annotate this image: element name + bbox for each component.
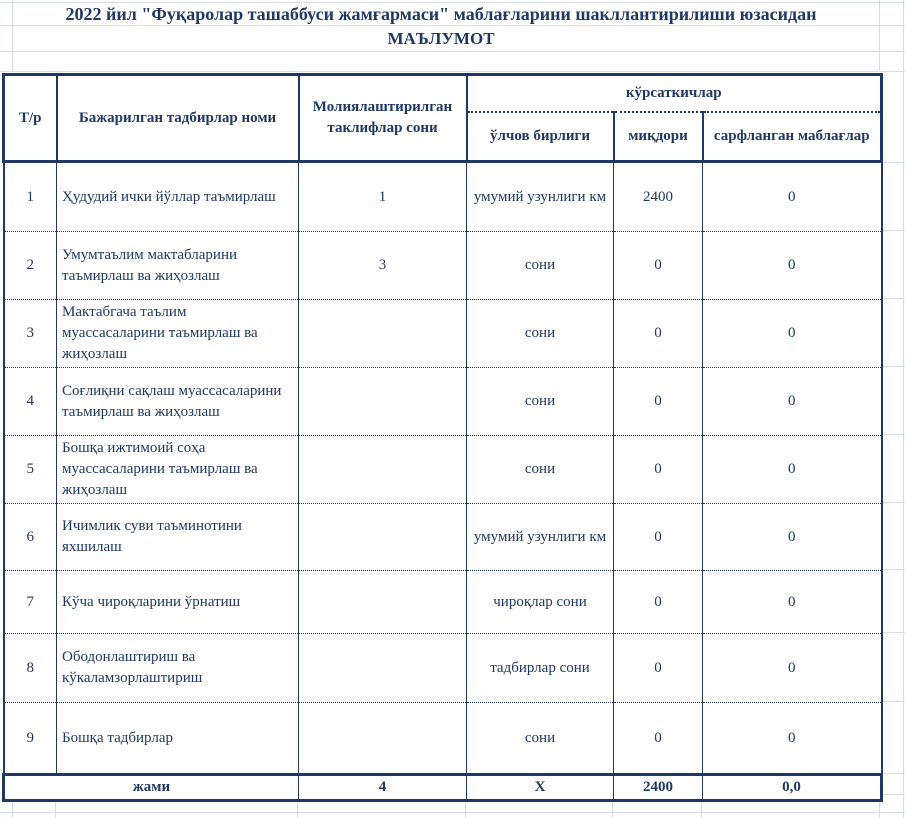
activity-name-cell[interactable]: Бошқа тадбирлар (57, 703, 299, 775)
spent-cell[interactable]: 0 (703, 571, 882, 634)
header-num[interactable]: Т/р (4, 75, 57, 162)
row-index-cell[interactable]: 8 (4, 634, 57, 703)
financed-count-cell[interactable]: 3 (299, 232, 467, 300)
spent-cell[interactable]: 0 (703, 162, 882, 232)
row-index-cell[interactable]: 5 (4, 436, 57, 504)
table-row (4, 436, 882, 504)
table-row (4, 703, 882, 775)
row-index-cell[interactable]: 9 (4, 703, 57, 775)
unit-cell[interactable]: умумий узунлиги км (467, 162, 614, 232)
spent-cell[interactable]: 0 (703, 300, 882, 368)
table-row (4, 162, 882, 232)
financed-count-cell[interactable] (299, 634, 467, 703)
activity-name-cell[interactable]: Ободонлаштириш ва кўкаламзорлаштириш (57, 634, 299, 703)
row-index-cell[interactable]: 6 (4, 504, 57, 571)
table-row (4, 232, 882, 300)
quantity-cell[interactable]: 0 (614, 436, 703, 504)
quantity-cell[interactable]: 2400 (614, 162, 703, 232)
header-quantity[interactable]: миқдори (614, 112, 703, 162)
table-row (4, 571, 882, 634)
quantity-cell[interactable]: 0 (614, 368, 703, 436)
activity-name-cell[interactable]: Кўча чироқларини ўрнатиш (57, 571, 299, 634)
activity-name-cell[interactable]: Соғлиқни сақлаш муассасаларини таъмирлаш ва жиҳозлаш (57, 368, 299, 436)
quantity-cell[interactable]: 0 (614, 571, 703, 634)
row-index-cell[interactable]: 2 (4, 232, 57, 300)
spent-cell[interactable]: 0 (703, 436, 882, 504)
activity-name-cell[interactable]: Бошқа ижтимоий соҳа муассасаларини таъмирлаш ва жиҳозлаш (57, 436, 299, 504)
total-spent-cell[interactable]: 0,0 (703, 775, 882, 801)
total-quantity-cell[interactable]: 2400 (614, 775, 703, 801)
row-index-cell[interactable]: 7 (4, 571, 57, 634)
table-row (4, 300, 882, 368)
header-indicators[interactable]: кўрсаткичлар (467, 75, 882, 112)
activity-name-cell[interactable]: Умумтаълим мактабларини таъмирлаш ва жиҳозлаш (57, 232, 299, 300)
quantity-cell[interactable]: 0 (614, 300, 703, 368)
unit-cell[interactable]: чироқлар сони (467, 571, 614, 634)
financed-count-cell[interactable] (299, 571, 467, 634)
report-title: 2022 йил "Фуқаролар ташаббуси жамғармаси" маблағларини шакллантирилиши юзасидан (65, 4, 817, 24)
spent-cell[interactable]: 0 (703, 368, 882, 436)
report-table (2, 73, 883, 802)
table-row (4, 368, 882, 436)
unit-cell[interactable]: сони (467, 300, 614, 368)
table-row (4, 504, 882, 571)
total-row (4, 775, 882, 801)
header-activity-name[interactable]: Бажарилган тадбирлар номи (57, 75, 299, 162)
financed-count-cell[interactable] (299, 368, 467, 436)
unit-cell[interactable]: умумий узунлиги км (467, 504, 614, 571)
financed-count-cell[interactable] (299, 504, 467, 571)
report-subtitle: МАЪЛУМОТ (387, 29, 495, 48)
total-financed-cell[interactable]: 4 (299, 775, 467, 801)
quantity-cell[interactable]: 0 (614, 504, 703, 571)
quantity-cell[interactable]: 0 (614, 634, 703, 703)
activity-name-cell[interactable]: Мактабгача таълим муассасаларини таъмирлаш ва жиҳозлаш (57, 300, 299, 368)
activity-name-cell[interactable]: Ҳудудий ички йўллар таъмирлаш (57, 162, 299, 232)
spent-cell[interactable]: 0 (703, 504, 882, 571)
row-index-cell[interactable]: 1 (4, 162, 57, 232)
financed-count-cell[interactable] (299, 300, 467, 368)
spent-cell[interactable]: 0 (703, 634, 882, 703)
unit-cell[interactable]: сони (467, 232, 614, 300)
spent-cell[interactable]: 0 (703, 703, 882, 775)
header-spent[interactable]: сарфланган маблағлар (703, 112, 882, 162)
header-row-1 (4, 75, 882, 112)
financed-count-cell[interactable] (299, 703, 467, 775)
header-unit[interactable]: ўлчов бирлиги (467, 112, 614, 162)
unit-cell[interactable]: сони (467, 703, 614, 775)
financed-count-cell[interactable]: 1 (299, 162, 467, 232)
financed-count-cell[interactable] (299, 436, 467, 504)
total-unit-cell[interactable]: Х (467, 775, 614, 801)
unit-cell[interactable]: сони (467, 368, 614, 436)
table-row (4, 634, 882, 703)
spent-cell[interactable]: 0 (703, 232, 882, 300)
header-financed-count[interactable]: Молиялаштирилган таклифлар сони (299, 75, 467, 162)
row-index-cell[interactable]: 3 (4, 300, 57, 368)
quantity-cell[interactable]: 0 (614, 232, 703, 300)
row-index-cell[interactable]: 4 (4, 368, 57, 436)
total-label-cell[interactable]: жами (4, 775, 299, 801)
unit-cell[interactable]: тадбирлар сони (467, 634, 614, 703)
unit-cell[interactable]: сони (467, 436, 614, 504)
quantity-cell[interactable]: 0 (614, 703, 703, 775)
activity-name-cell[interactable]: Ичимлик суви таъминотини яхшилаш (57, 504, 299, 571)
